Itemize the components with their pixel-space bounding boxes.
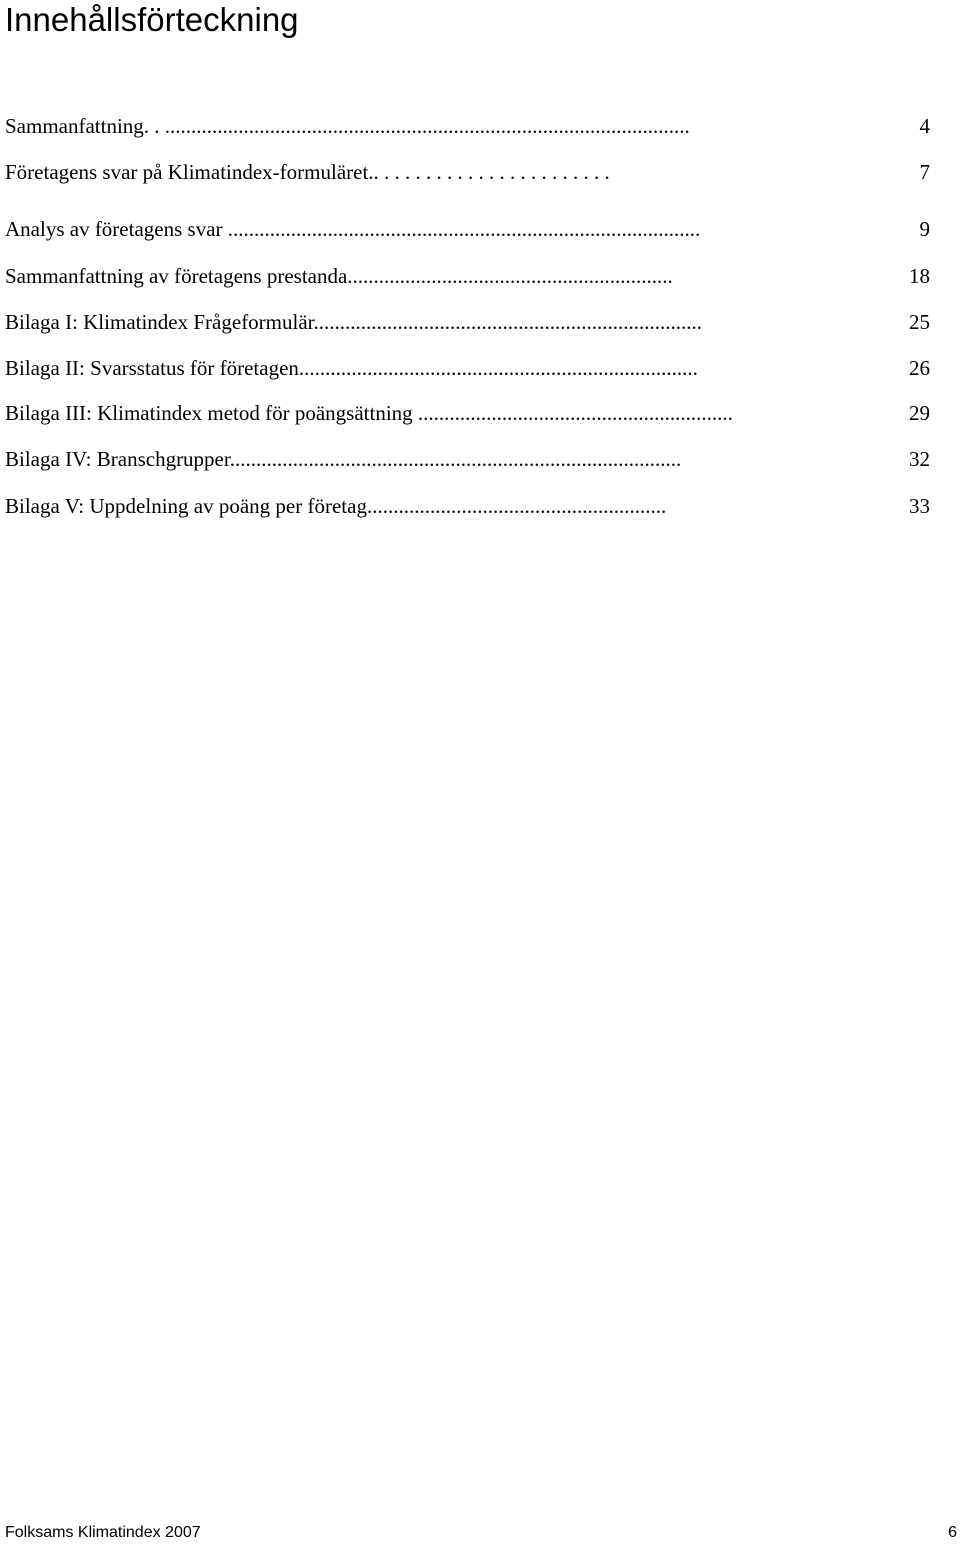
toc-entry-page-number: 26: [909, 356, 930, 380]
toc-entry-bilaga-3[interactable]: [5, 398, 930, 428]
toc-entry-page-number: 33: [909, 494, 930, 518]
toc-entry-label: Företagens svar på Klimatindex-formuläret.. . . . . . . . . . . . . . . . . . . . . . .: [5, 160, 610, 184]
toc-entry-page-number: 32: [909, 447, 930, 471]
toc-entry-label: Sammanfattning av företagens prestanda..............................................................: [5, 264, 673, 288]
toc-entry-bilaga-2[interactable]: [5, 353, 930, 383]
toc-entry-page-number: 9: [919, 217, 930, 241]
footer-page-number: 6: [948, 1524, 957, 1541]
toc-entry-label: Sammanfattning. . ....................................................................................................: [5, 114, 690, 138]
toc-entry-label: Analys av företagens svar ..........................................................................................: [5, 217, 701, 241]
toc-entry-foretagens-svar[interactable]: [5, 157, 930, 187]
toc-entry-page-number: 7: [919, 160, 930, 184]
toc-entry-label: Bilaga IV: Branschgrupper......................................................................................: [5, 447, 682, 471]
toc-entry-page-number: 25: [909, 310, 930, 334]
toc-entry-label: Bilaga I: Klimatindex Frågeformulär..........................................................................: [5, 310, 702, 334]
toc-entry-sammanfattning[interactable]: [5, 111, 930, 141]
toc-entry-label: Bilaga V: Uppdelning av poäng per företag.........................................................: [5, 494, 667, 518]
toc-entry-label: Bilaga III: Klimatindex metod för poängsättning ............................................................: [5, 401, 733, 425]
footer-document-title: Folksams Klimatindex 2007: [5, 1524, 201, 1541]
toc-entry-bilaga-5[interactable]: [5, 491, 930, 521]
toc-entry-bilaga-1[interactable]: [5, 307, 930, 337]
toc-entry-prestanda[interactable]: [5, 261, 930, 291]
toc-entry-page-number: 4: [919, 114, 930, 138]
toc-entry-page-number: 18: [909, 264, 930, 288]
toc-entry-bilaga-4[interactable]: [5, 444, 930, 474]
toc-entry-page-number: 29: [909, 401, 930, 425]
toc-entry-analys[interactable]: [5, 214, 930, 244]
page-footer: [5, 1522, 960, 1544]
toc-entry-label: Bilaga II: Svarsstatus för företagen............................................................................: [5, 356, 698, 380]
table-of-contents: [5, 0, 930, 600]
page-title: Innehållsförteckning: [5, 1, 299, 38]
